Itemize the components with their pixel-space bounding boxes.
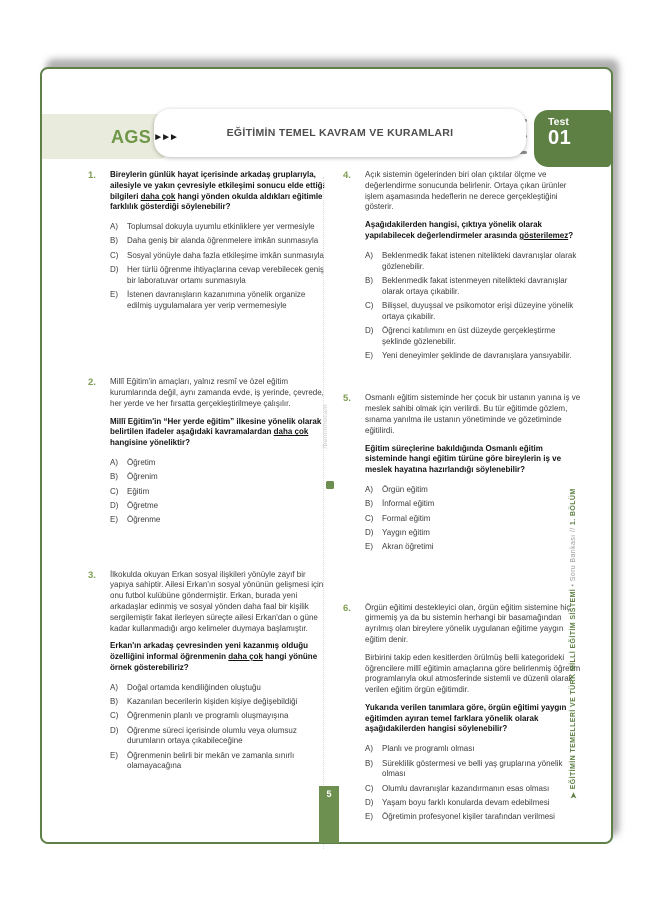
- watermark-text: /benimhocam: [322, 404, 329, 449]
- option-row: [110, 222, 326, 233]
- option-letter: C): [110, 250, 119, 260]
- option-row: [110, 236, 326, 247]
- option-letter: B): [110, 472, 118, 482]
- question-paragraph: Birbirini takip eden kesitlerden örülmüş belli kategorideki öğrencilere millî eğitimin amaçlarına göre belirlenmiş öğretim programlarıyla okul atmosferinde sistemli ve düzenli olarak verilen eğitim örgün eğitimdir.: [365, 652, 581, 695]
- option-row: [365, 301, 581, 323]
- question-5: [343, 393, 581, 556]
- option-text: Öğretimin profesyonel kişiler tarafından verilmesi: [382, 812, 555, 822]
- page-frame: [40, 67, 613, 844]
- option-row: [365, 251, 581, 273]
- option-row: [110, 697, 326, 708]
- option-letter: D): [365, 527, 374, 537]
- test-label: Test: [548, 116, 569, 128]
- option-letter: B): [365, 499, 373, 509]
- option-letter: E): [110, 290, 118, 300]
- option-text: Örgün eğitim: [382, 485, 428, 495]
- header-title-pill: [154, 109, 526, 157]
- option-text: Akran öğretimi: [382, 542, 434, 552]
- brand-name: AGS: [111, 127, 152, 147]
- option-row: [110, 711, 326, 722]
- sidebar-arrow-icon: ➤: [569, 789, 578, 799]
- option-row: [365, 759, 581, 781]
- option-letter: E): [110, 515, 118, 525]
- option-row: [365, 351, 581, 362]
- option-row: [365, 514, 581, 525]
- option-text: Beklenmedik fakat istenen nitelikteki davranışlar olarak gözlenebilir.: [382, 250, 577, 271]
- option-row: [365, 485, 581, 496]
- option-text: Toplumsal dokuyla uyumlu etkinliklere yer vermesiyle: [127, 222, 315, 232]
- stem-segment: Yukarıda verilen tanımlara göre, örgün eğitimi yaygın eğitimden ayıran temel farklara yönelik olarak aşağıdakilerden hangisi söylenebilir?: [365, 702, 567, 734]
- option-text: Formal eğitim: [382, 513, 431, 523]
- option-row: [110, 726, 326, 748]
- stem-segment: Eğitim süreçlerine bakıldığında Osmanlı eğitim sisteminde hangi eğitim türüne göre bireylerin iş ve meslek hayatına hazırlandığı söylenebilir?: [365, 443, 562, 475]
- stem-segment: hangi yönden okulda aldıkları eğitimle farklılık gösterdiği söylenebilir?: [110, 191, 323, 212]
- option-text: Planlı ve programlı olması: [382, 744, 475, 754]
- stem-segment: Millî Eğitim'in “Her yerde eğitim” ilkesine yönelik olarak belirtilen ifadeler aşağıdaki kavramalardan: [110, 416, 322, 437]
- option-text: Öğrenme süreci içerisinde olumlu veya olumsuz durumların ortaya çıkabileceğine: [127, 725, 297, 746]
- option-letter: D): [365, 326, 374, 336]
- question-stem: [110, 170, 326, 213]
- question-stem: [365, 703, 581, 735]
- question-2: [88, 377, 326, 529]
- options-list: [365, 251, 581, 362]
- stem-segment: ?: [568, 230, 574, 240]
- question-4: [343, 170, 581, 365]
- sidebar-chapter: 1. BÖLÜM: [570, 488, 577, 526]
- option-row: [365, 326, 581, 348]
- option-row: [365, 812, 581, 823]
- test-number: 01: [548, 127, 572, 149]
- option-letter: B): [110, 697, 118, 706]
- question-number: 4.: [343, 170, 351, 181]
- option-row: [365, 528, 581, 539]
- option-text: Eğitim: [127, 486, 150, 496]
- option-row: [365, 784, 581, 795]
- option-row: [365, 499, 581, 510]
- option-text: İnformal eğitim: [382, 499, 435, 509]
- option-text: Her türlü öğrenme ihtiyaçlarına cevap verebilecek geniş bir laboratuvar ortamı sunmasıyla: [127, 265, 324, 285]
- option-row: [110, 265, 326, 287]
- question-body: [110, 377, 326, 529]
- stem-segment: daha çok: [140, 191, 176, 201]
- question-paragraph: Örgün eğitimi destekleyici olan, örgün eğitim sistemine hiç girmemiş ya da bu sistemin herhangi bir basamağından ayrılmış olan bireylere yönelik uygulanan eğitime yaygın eğitim denir.: [365, 602, 571, 644]
- stem-segment: Bireylerin günlük hayat içerisinde arkadaş gruplarıyla, ailesiyle ve yakın çevresiyle etkileşimi sonucu elde ettiği bilgileri: [110, 170, 325, 201]
- question-body: [110, 170, 326, 315]
- option-letter: B): [110, 236, 118, 246]
- section-sidebar: [569, 387, 578, 799]
- question-paragraph: İlkokulda okuyan Erkan sosyal ilişkileri yönüyle zayıf bir yapıya sahiptir. Ailesi Erkan'ın sosyal yönünün gelişmesi için onu futbol kulübüne göndermiştir. Erkan, burada yeni arkadaşlar edinmiş ve sosyal yönden daha faal bir kişilik sergilemiştir fakat ilerleyen süreçte ailesi Erkan'dan o güne kadar kullanmadığı argo kelimeler duymaya başlamıştır.: [110, 569, 324, 633]
- option-letter: A): [110, 222, 118, 232]
- stem-segment: Erkan'ın arkadaş çevresinden yeni kazanmış olduğu özelliğini informal öğrenmenin: [110, 641, 308, 662]
- option-text: İstenen davranışların kazanımına yönelik organize edilmiş uygulamalara yer verip vermemesiyle: [127, 290, 306, 310]
- option-letter: C): [110, 711, 119, 721]
- question-number: 6.: [343, 602, 351, 614]
- option-letter: C): [365, 513, 374, 523]
- options-list: [110, 222, 326, 312]
- question-1: [88, 170, 326, 315]
- question-stem: [110, 641, 326, 673]
- question-stem: [365, 444, 581, 476]
- option-text: Sosyal yönüyle daha fazla etkileşime imkân sunmasıyla: [127, 250, 324, 260]
- option-text: Doğal ortamda kendiliğinden oluştuğu: [127, 682, 261, 692]
- option-text: Yaşam boyu farklı konularda devam edebilmesi: [382, 797, 550, 807]
- question-number: 3.: [88, 569, 96, 581]
- options-list: [110, 683, 326, 773]
- option-row: [110, 515, 326, 526]
- option-letter: E): [365, 542, 373, 552]
- option-letter: A): [365, 744, 373, 754]
- question-number: 1.: [88, 170, 96, 181]
- question-body: [365, 603, 581, 827]
- stem-segment: daha çok: [228, 652, 263, 662]
- option-text: Süreklilik göstermesi ve belli yaş gruplarına yönelik olması: [382, 758, 563, 779]
- brand-arrows-icon: ►►►: [153, 132, 177, 143]
- stem-segment: Aşağıdakilerden hangisi, çıktıya yönelik olarak yapılabilecek değerlendirmeler arasında: [365, 220, 542, 240]
- option-text: Yeni deneyimler şeklinde de davranışlara yansıyabilir.: [382, 351, 572, 361]
- option-row: [365, 744, 581, 755]
- question-number: 2.: [88, 377, 96, 389]
- test-number-box: [534, 110, 611, 167]
- questions-column-right: [343, 170, 581, 827]
- option-row: [365, 276, 581, 298]
- option-letter: E): [365, 351, 373, 361]
- question-paragraph: Açık sistemin ögelerinden biri olan çıktılar ölçme ve değerlendirme sonucunda belirlenir. Ortaya çıkan ürünler işlem aşamasında hedeflerin ne derece gerçekleştiğini gösterir.: [365, 170, 567, 212]
- question-body: [365, 393, 581, 556]
- options-list: [110, 458, 326, 526]
- page-number: 5: [326, 789, 332, 799]
- stem-segment: gösterilemez: [519, 230, 569, 240]
- option-letter: D): [110, 265, 119, 275]
- option-text: Olumlu davranışlar kazandırmanın esas olması: [382, 783, 550, 793]
- option-text: Öğrenme: [127, 515, 161, 525]
- option-letter: E): [365, 812, 373, 822]
- question-body: [365, 170, 581, 365]
- gutter-marker: [326, 481, 334, 489]
- option-text: Daha geniş bir alanda öğrenmelere imkân sunmasıyla: [127, 236, 319, 246]
- option-text: Kazanılan becerilerin kişiden kişiye değişebildiği: [127, 697, 298, 706]
- questions-column-left: [88, 170, 326, 776]
- options-list: [365, 744, 581, 823]
- question-stem: [365, 220, 581, 242]
- option-letter: D): [110, 500, 119, 510]
- option-letter: C): [365, 783, 374, 793]
- page-title: EĞİTİMİN TEMEL KAVRAM VE KURAMLARI: [226, 127, 454, 139]
- sidebar-book-title: Soru Bankası: [570, 534, 577, 582]
- stem-segment: daha çok: [273, 427, 309, 437]
- option-text: Öğretim: [127, 458, 156, 468]
- option-row: [110, 683, 326, 694]
- option-letter: C): [110, 486, 119, 496]
- question-stem: [110, 417, 326, 449]
- option-letter: A): [365, 250, 373, 260]
- question-number: 5.: [343, 393, 351, 405]
- option-text: Öğrenim: [127, 472, 158, 482]
- option-text: Öğretme: [127, 500, 159, 510]
- option-letter: A): [110, 458, 118, 468]
- option-letter: E): [110, 750, 118, 760]
- sidebar-separator: •: [570, 581, 577, 589]
- column-divider: [323, 177, 324, 849]
- option-text: Yaygın eğitim: [382, 527, 430, 537]
- question-body: [110, 570, 326, 776]
- option-row: [110, 751, 326, 773]
- option-text: Öğrenmenin belirli bir mekân ve zamanla sınırlı olamayacağına: [127, 750, 295, 771]
- question-paragraph: Osmanlı eğitim sisteminde her çocuk bir ustanın yanına iş ve meslek sahibi olmak için verilirdi. Bu tür eğitimde gözlem, sınama yanılma ile ustanın yönetiminde ve gözetiminde eğitilirdi.: [365, 393, 581, 435]
- option-text: Öğrenmenin planlı ve programlı oluşmayışına: [127, 711, 289, 721]
- option-letter: C): [365, 300, 374, 310]
- option-letter: B): [365, 275, 373, 285]
- option-row: [365, 798, 581, 809]
- option-letter: D): [365, 797, 374, 807]
- option-text: Öğrenci katılımını en üst düzeyde gerçekleştirme şeklinde gözlenebilir.: [382, 326, 556, 346]
- sidebar-section-title: EĞİTİMİN TEMELLERİ VE TÜRK MİLLİ EĞİTİM SİSTEMİ: [570, 588, 577, 790]
- option-row: [365, 542, 581, 553]
- sidebar-separator: //: [570, 525, 577, 535]
- option-letter: B): [365, 758, 373, 768]
- options-list: [365, 485, 581, 553]
- option-letter: A): [365, 485, 373, 495]
- question-paragraph: Millî Eğitim'in amaçları, yalnız resmî ve özel eğitim kurumlarında değil, aynı zamanda evde, iş yerinde, çevrede, her yerde ve her fırsatta gerçekleştirilmeye çalışılır.: [110, 377, 324, 408]
- option-text: Beklenmedik fakat istenmeyen nitelikteki davranışlar olarak ortaya çıkabilir.: [382, 275, 568, 296]
- question-3: [88, 570, 326, 776]
- option-row: [110, 290, 326, 312]
- option-row: [110, 501, 326, 512]
- option-letter: D): [110, 725, 119, 735]
- option-text: Bilişsel, duyuşsal ve psikomotor erişi düzeyine yönelik ortaya çıkabilir.: [382, 300, 574, 321]
- option-letter: A): [110, 682, 118, 692]
- stem-segment: hangisine yöneliktir?: [110, 438, 191, 448]
- option-row: [110, 472, 326, 483]
- option-row: [110, 458, 326, 469]
- question-6: [343, 603, 581, 827]
- brand-logo: [111, 127, 177, 148]
- option-row: [110, 487, 326, 498]
- stem-segment: hangi yönüne örnek gösterebiliriz?: [110, 652, 318, 672]
- option-row: [110, 251, 326, 262]
- page-number-box: [319, 786, 339, 843]
